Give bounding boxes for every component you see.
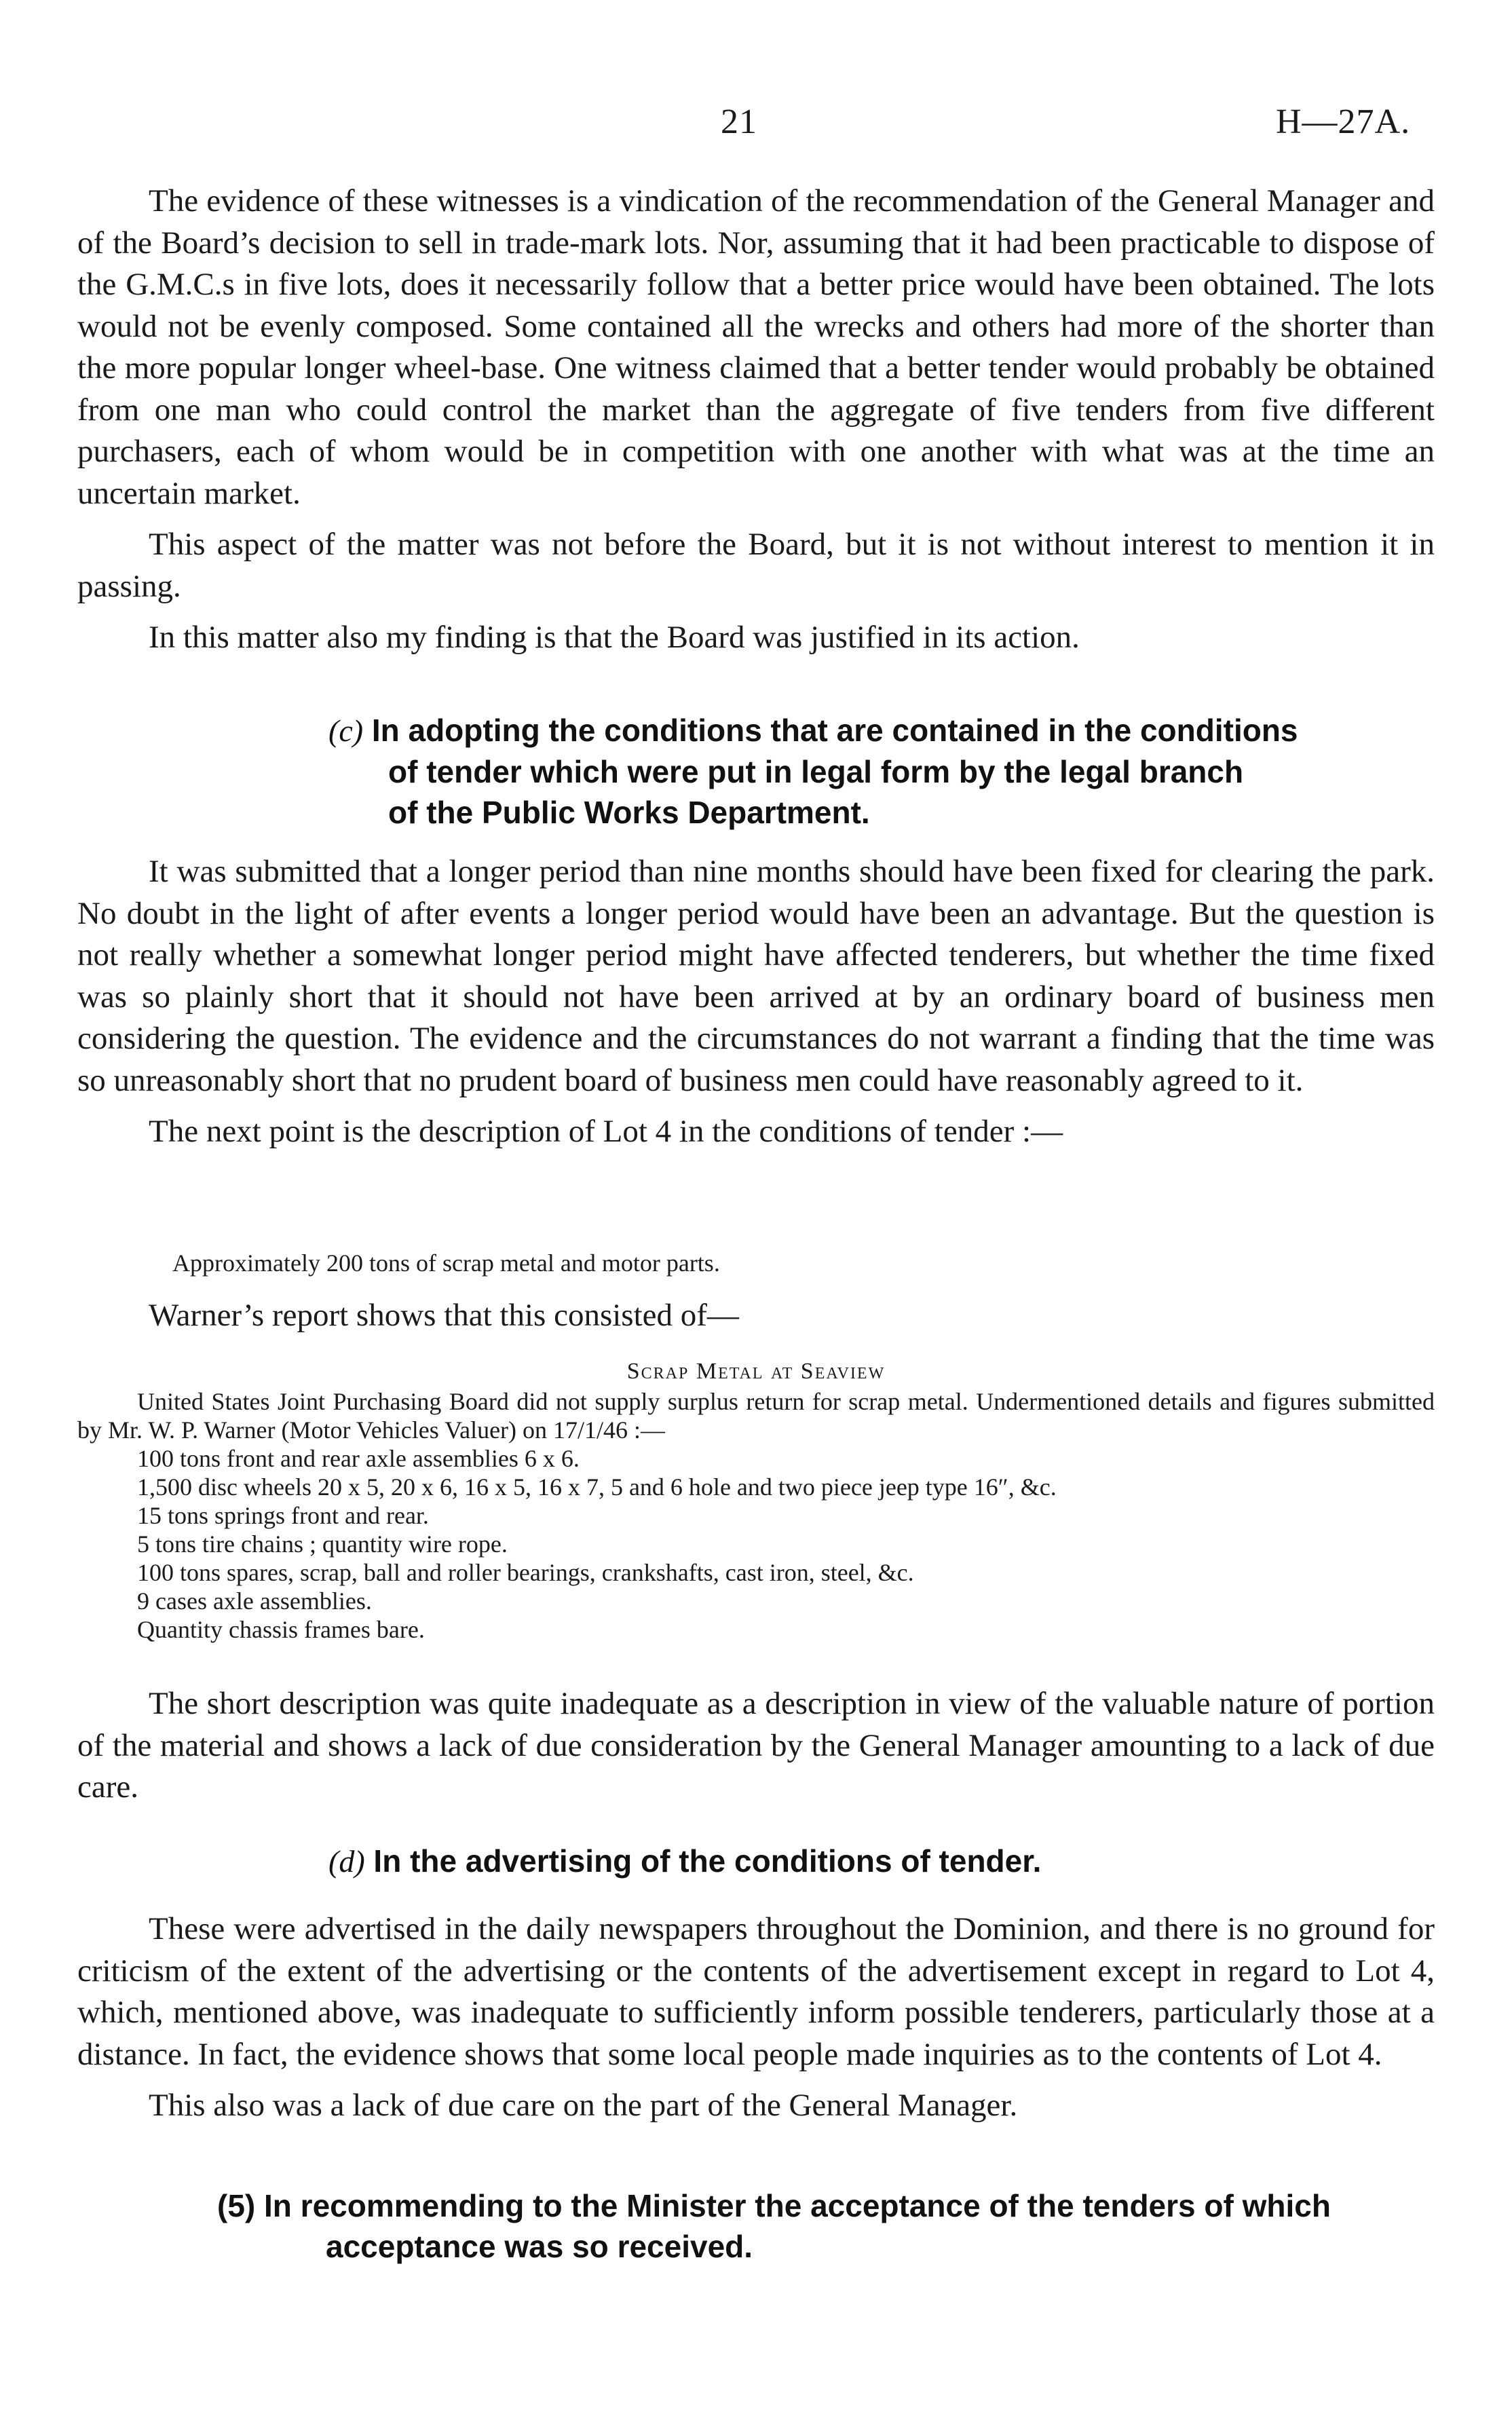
body-block-1 (77, 181, 1435, 659)
scrap-item: 15 tons springs front and rear. (137, 1502, 429, 1529)
heading-d (328, 1841, 1441, 1882)
paragraph-finding: In this matter also my finding is that the Board was justified in its action. (149, 620, 1080, 655)
paragraph-warner-intro: Warner’s report shows that this consisted of— (149, 1298, 739, 1333)
heading-5-line2: acceptance was so received. (326, 2229, 753, 2264)
page-number: 21 (721, 102, 757, 141)
scrap-metal-section (77, 1357, 1435, 1644)
quote-lot4: Approximately 200 tons of scrap metal and motor parts. (172, 1249, 720, 1277)
heading-5-label: (5) (217, 2188, 256, 2223)
body-block-3 (77, 1908, 1435, 2127)
heading-c-label: (c) (328, 713, 364, 748)
paragraph-lot4-description: The next point is the description of Lot 4 in the conditions of tender :— (149, 1114, 1063, 1149)
paragraph-evidence-vindication: The evidence of these witnesses is a vindication of the recommendation of the General Manager and of the Board’s decision to sell in trade-mark lots. Nor, assuming that it had been practicable to dispose of the G.M.C.s in five lots, does it necessarily follow that a better price would have been obtained. The lots would not be evenly composed. Some contained all the wrecks and others had more of the shorter than the more popular longer wheel-base. One witness claimed that a better tender would probably be obtained from one man who could control the market than the aggregate of five tenders from five different purchasers, each of whom would be in competition with one another with what was at the time an uncertain market. (77, 183, 1435, 511)
paragraph-lack-of-care: This also was a lack of due care on the part of the General Manager. (149, 2088, 1018, 2123)
body-block-short-desc (77, 1683, 1435, 1809)
body-block-2 (77, 851, 1435, 1153)
scrap-item: 5 tons tire chains ; quantity wire rope. (137, 1530, 508, 1558)
document-reference: H—27A. (1276, 102, 1411, 141)
scrap-item: Quantity chassis frames bare. (137, 1616, 425, 1643)
body-block-warner (77, 1295, 1435, 1337)
heading-5 (217, 2185, 1439, 2267)
scrap-item: 100 tons spares, scrap, ball and roller bearings, crankshafts, cast iron, steel, &c. (137, 1559, 914, 1586)
paragraph-aspect: This aspect of the matter was not before the Board, but it is not without interest to mention it in passing. (77, 527, 1435, 604)
heading-c (328, 710, 1441, 833)
heading-d-text: In the advertising of the conditions of tender. (373, 1843, 1042, 1879)
heading-c-line3: of the Public Works Department. (388, 795, 870, 830)
paragraph-longer-period: It was submitted that a longer period than nine months should have been fixed for clearing the park. No doubt in the light of after events a longer period would have been an advantage. But the question is not really whether a somewhat longer period might have affected tenderers, but whether the time fixed was so plainly short that it should not have been arrived at by an ordinary board of business men considering the question. The evidence and the circumstances do not warrant a finding that the time was so unreasonably short that no prudent board of business men could have reasonably agreed to it. (77, 854, 1435, 1098)
heading-c-line2: of tender which were put in legal form by the legal branch (388, 754, 1244, 789)
heading-5-line1: In recommending to the Minister the acceptance of the tenders of which (264, 2188, 1331, 2223)
paragraph-short-description: The short description was quite inadequate as a description in view of the valuable nature of portion of the material and shows a lack of due consideration by the General Manager amounting to a lack of due care. (77, 1686, 1435, 1805)
scrap-metal-intro: United States Joint Purchasing Board did not supply surplus return for scrap metal. Undermentioned details and figures submitted by Mr. W. P. Warner (Motor Vehicles Valuer) on 17/1/46 :— (77, 1388, 1435, 1444)
heading-c-line1: In adopting the conditions that are contained in the conditions (371, 713, 1298, 748)
scrap-item: 1,500 disc wheels 20 x 5, 20 x 6, 16 x 5, 16 x 7, 5 and 6 hole and two piece jeep type 16″, &c. (137, 1473, 1057, 1501)
heading-d-label: (d) (328, 1844, 365, 1879)
scrap-metal-title: Scrap Metal at Seaview (626, 1359, 886, 1384)
scrap-item: 100 tons front and rear axle assemblies 6 x 6. (137, 1445, 580, 1472)
scrap-item: 9 cases axle assemblies. (137, 1587, 372, 1615)
paragraph-advertising: These were advertised in the daily newspapers throughout the Dominion, and there is no ground for criticism of the extent of the advertising or the contents of the advertisement except in regard to Lot 4, which, mentioned above, was inadequate to sufficiently inform possible tenderers, particularly those at a distance. In fact, the evidence shows that some local people made inquiries as to the contents of Lot 4. (77, 1911, 1435, 2072)
